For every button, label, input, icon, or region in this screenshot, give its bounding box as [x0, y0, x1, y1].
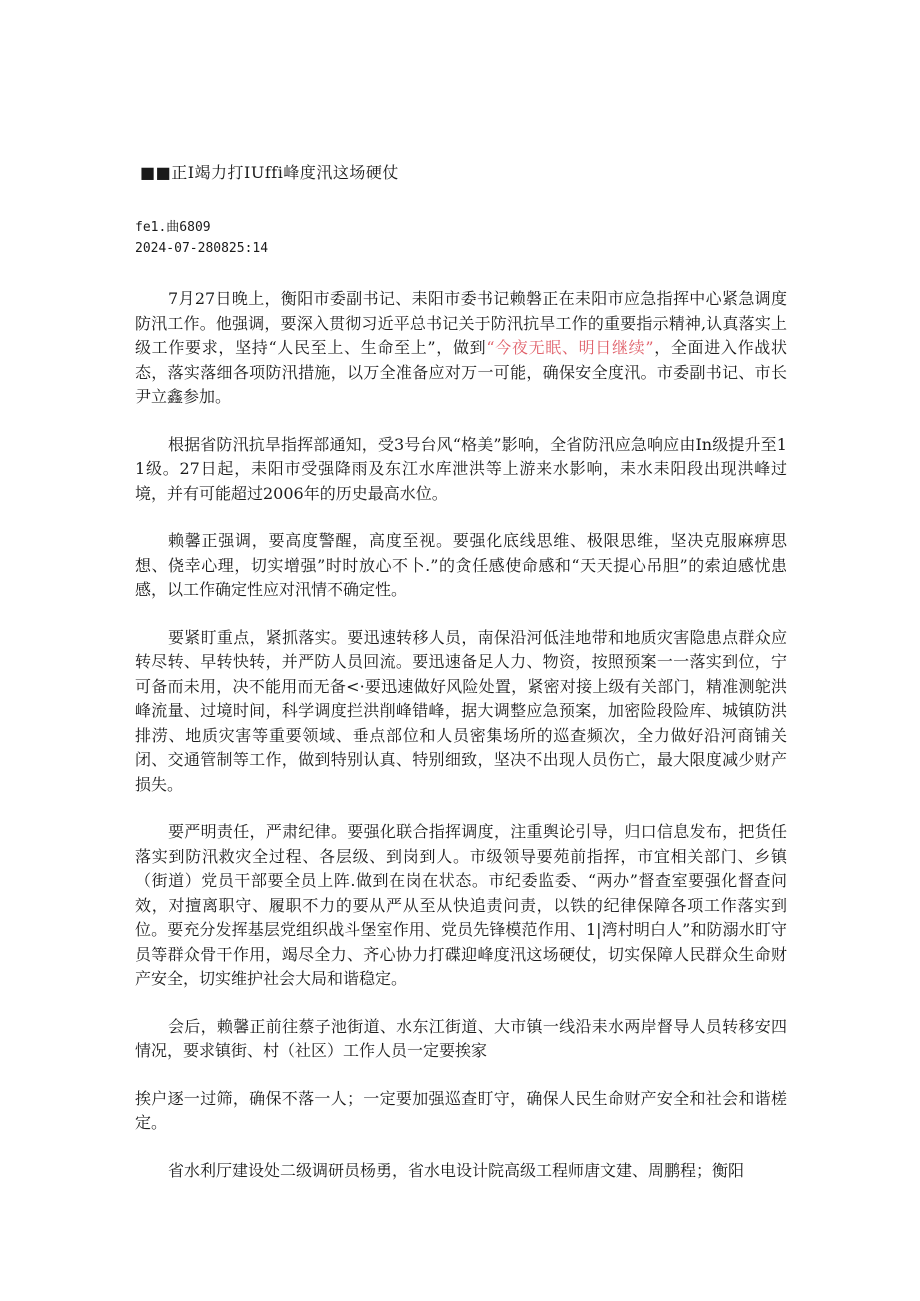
article-title: ■■正I竭力打IUffi峰度汛这场硬仗 — [140, 163, 399, 182]
paragraph-1-text-before: 7月27日晚上，衡阳市委副书记、耒阳市委书记赖磐正在耒阳市应急指挥中心紧急调度防汛工作。他强调，要深入贯彻习近平总书记关于防汛抗旱工作的重要指示精神,认真落实上级工作要求，坚持“人民至上、生命至上”，做到 — [135, 289, 787, 357]
paragraph-4: 要紧盯重点，紧抓落实。要迅速转移人员，南保沿河低洼地带和地质灾害隐患点群众应转尽转、早转快转，并严防人员回流。要迅速备足人力、物资，按照预案一一落实到位，宁可备而未用，决不能用而无备<·要迅速做好风险处置，紧密对接上级有关部门，精准测鸵洪峰流量、过境时间，科学调度拦洪削峰错峰，据大调整应急预案，加密险段险库、城镇防洪排涝、地质灾害等重要领域、垂点部位和人员密集场所的巡查频次，全力做好沿河商铺关闭、交通管制等工作，做到特别认真、特别细致，坚决不出现人员伤亡，最大限度减少财产损失。 — [135, 627, 787, 794]
paragraph-7: 挨户逐一过筛，确保不落一人；一定要加强巡查盯守，确保人民生命财产安全和社会和谐槎定。 — [135, 1088, 787, 1132]
article-timestamp: 2024-07-280825:14 — [135, 241, 269, 256]
paragraph-5: 要严明责任，严肃纪律。要强化联合指挥调度，注重舆论引导，归口信息发布，把货任落实到防汛救灾全过程、各层级、到岗到人。市级领导要苑前指挥，市宜相关部门、乡镇（街道）党员干部要全员上阵.做到在岗在状态。市纪委监委、“两办”督查室要强化督查问效，对擅离职守、履职不力的要从严从至从快追责问责，以铁的纪律保障各项工作落实到位。要充分发挥基层党组织战斗堡室作用、党员先锋模范作用、1|湾村明白人”和防溺水盯守员等群众骨干作用，竭尽全力、齐心协力打碟迎峰度汛这场硬仗，切实保障人民群众生命财产安全，切实维护社会大局和谐稳定。 — [135, 822, 787, 988]
article-body — [135, 287, 787, 1206]
paragraph-3: 赖馨正强调，要高度警醒，高度至视。要强化底线思维、极限思维，坚决克服麻痹思想、侥幸心理，切实增强”时时放心不卜.”的贪任感使命感和“天天提心吊胆”的索迫感忧患感，以工作确定性应对汛情不确定性。 — [135, 531, 787, 599]
paragraph-8: 省水利厅建设处二级调研员杨勇，省水电设计院高级工程师唐文建、周鹏程；衡阳 — [168, 1160, 745, 1180]
paragraph-1-text-after: ，全面进入作战状态，落实落细各项防汛措施，以万全准备应对万一可能，确保安全度汛。市委副书记、市长尹立鑫参加。 — [135, 338, 787, 406]
paragraph-1 — [135, 287, 787, 410]
highlighted-quote: “今夜无眠、明日继续” — [486, 338, 654, 357]
article-author: fe1.曲6809 — [135, 220, 211, 235]
paragraph-6: 会后，赖馨正前往蔡子池街道、水东江街道、大市镇一线沿耒水两岸督导人员转移安四情况，要求镇街、村（社区）工作人员一定要挨家 — [135, 1016, 787, 1060]
paragraph-2: 根据省防汛抗旱指挥部通知，受3号台风“格美”影响，全省防汛应急响应由In级提升至11级。27日起，耒阳市受强降雨及东江水库泄洪等上游来水影响，耒水耒阳段出现洪峰过境，并有可能超过2006年的历史最高水位。 — [135, 434, 787, 503]
